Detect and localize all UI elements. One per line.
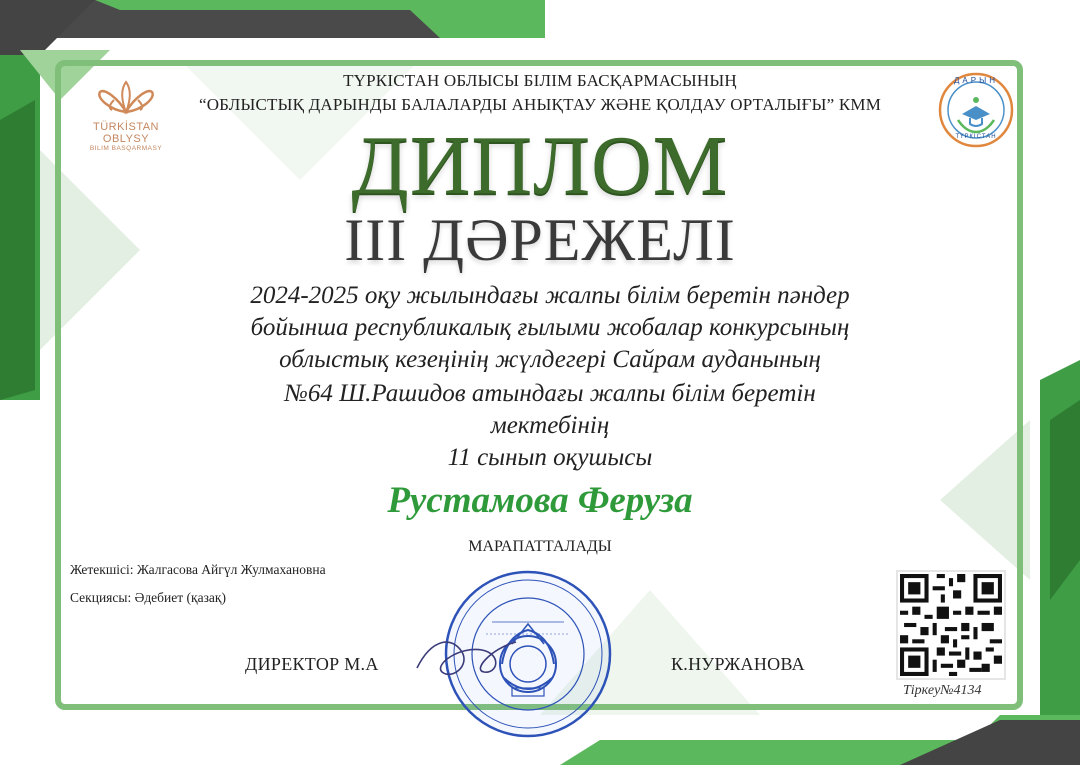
right-logo-top-text: ДАРЫН — [954, 76, 998, 85]
header-line1: ТҮРКІСТАН ОБЛЫСЫ БІЛІМ БАСҚАРМАСЫНЫҢ — [343, 71, 737, 90]
diploma-title: ДИПЛОМ — [351, 119, 729, 212]
body-line-1: 2024-2025 оқу жылындағы жалпы білім беретін пәндер — [250, 282, 850, 309]
qr-code-icon — [900, 574, 1002, 676]
body-line-6: 11 сынып оқушысы — [447, 444, 653, 471]
director-name: К.НУРЖАНОВА — [671, 654, 805, 674]
supervisor-text: Жетекшісі: Жалгасова Айгүл Жулмахановна — [70, 562, 326, 577]
body-line-5: мектебінің — [490, 412, 610, 439]
qr-code — [896, 570, 1006, 680]
left-logo-line2: BILIM BASQARMASY — [89, 145, 163, 152]
registration-number: Тіркеу№4134 — [903, 683, 982, 698]
section-text: Секциясы: Әдебиет (қазақ) — [70, 590, 226, 605]
right-logo-bottom-text: ТҮРКІСТАН — [955, 134, 997, 140]
signature — [412, 628, 522, 688]
recipient-name: Рустамова Феруза — [387, 480, 693, 521]
degree-title: ІІІ ДӘРЕЖЕЛІ — [344, 207, 736, 273]
header-line2: “ОБЛЫСТЫҚ ДАРЫНДЫ БАЛАЛАРДЫ АНЫҚТАУ ЖӘНЕ ҚОЛДАУ ОРТАЛЫҒЫ” КММ — [198, 95, 882, 114]
director-label: ДИРЕКТОР М.А — [245, 654, 379, 674]
body-line-4: №64 Ш.Рашидов атындағы жалпы білім беретін — [284, 380, 816, 407]
awarded-text: МАРАПАТТАЛАДЫ — [468, 538, 612, 555]
body-line-2: бойынша республикалық ғылыми жобалар конкурсының — [250, 314, 850, 341]
left-logo-line1: TÜRKİSTAN OBLYSY — [92, 121, 160, 145]
body-line-3: облыстық кезеңінің жүлдегері Сайрам ауданының — [279, 346, 821, 373]
